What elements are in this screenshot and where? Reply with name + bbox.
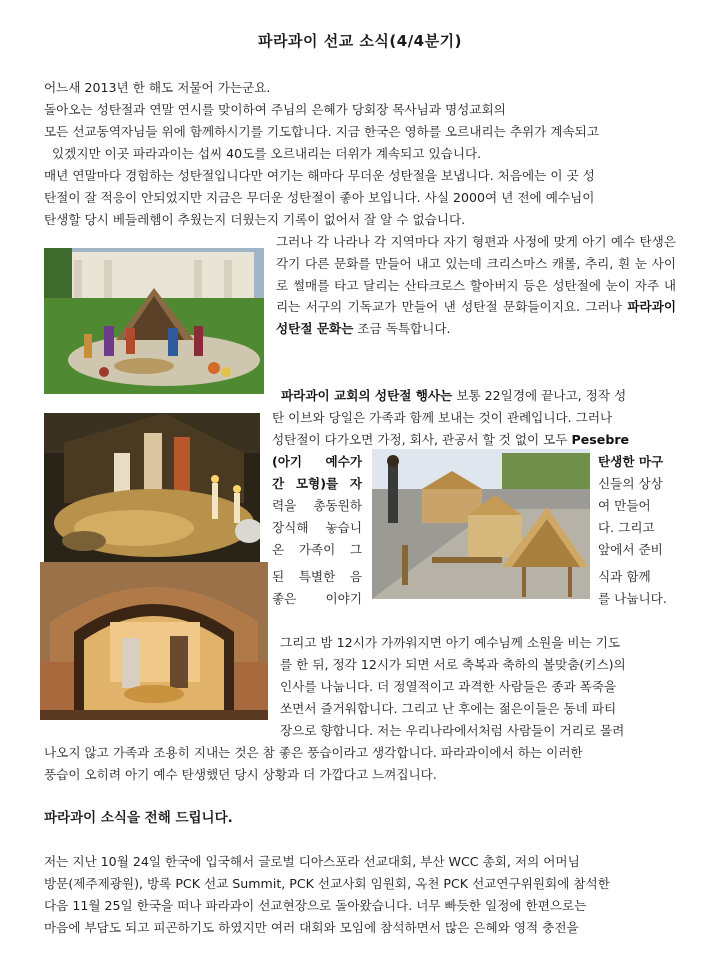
para3-right-4: 다. 그리고 (598, 520, 655, 535)
para4-line-1: 그리고 밤 12시가 가까워지면 아기 예수님께 소원을 비는 기도 (280, 635, 621, 650)
para3-left-1: (아기 예수가 (272, 454, 362, 469)
para3-left-6: 된 특별한 음 (272, 569, 362, 584)
photo-pesebre-market (372, 449, 590, 599)
photo-brick-arch-nativity (40, 562, 268, 720)
paragraph-culture-bold: 파라과이 성탄절 문화는 (276, 299, 676, 337)
para3-bold: 파라과이 교회의 성탄절 행사는 (281, 388, 453, 403)
news-subheading: 파라과이 소식을 전해 드립니다. (44, 810, 233, 826)
para5-line-2: 방문(제주제광원), 방록 PCK 선교 Summit, PCK 선교사회 임원회, 옥천 PCK 선교연구위원회에 참석한 (44, 876, 610, 891)
para5-line-1: 저는 지난 10월 24일 한국에 입국해서 글로벌 디아스포라 선교대회, 부산 WCC 총회, 저의 어머님 (44, 854, 580, 869)
para3-left-4: 장식해 놓습니 (272, 520, 362, 535)
photo-outdoor-nativity (44, 248, 264, 394)
intro-line-1: 어느새 2013년 한 해도 저물어 가는군요. (44, 80, 271, 95)
para3-right-1: 탄생한 마구 (598, 454, 664, 469)
photo-indoor-nativity (44, 413, 260, 563)
intro-line-6: 탄절이 잘 적응이 안되었지만 지금은 무더운 성탄절이 좋아 보입니다. 사실 2000여 년 전에 예수님이 (44, 190, 595, 205)
para4-line-6: 나오지 않고 가족과 조용히 지내는 것은 참 좋은 풍습이라고 생각합니다. 파라과이에서 하는 이러한 (44, 745, 583, 760)
para4-line-7: 풍습이 오히려 아기 예수 탄생했던 당시 상황과 더 가깝다고 느껴집니다. (44, 767, 437, 782)
para5-line-3: 다음 11월 25일 한국을 떠나 파라과이 선교현장으로 돌아왔습니다. 너무 빠듯한 일정에 한편으로는 (44, 898, 587, 913)
intro-line-7: 탄생할 당시 베들레헴이 추웠는지 더웠는지 기록이 없어서 잘 알 수 없습니다. (44, 212, 466, 227)
para4-line-5: 장으로 향합니다. 저는 우리나라에서처럼 사람들이 거리로 몰려 (280, 723, 625, 738)
pesebre-term: Pesebre (571, 432, 630, 447)
para3-line-1-text: 보통 22일경에 끝나고, 정작 성 (452, 388, 627, 403)
para3-line-3 (272, 429, 629, 448)
para3-left-5: 온 가족이 그 (272, 542, 362, 557)
para3-left-2-text: 간 모형)를 자 (272, 476, 362, 491)
para3-right-5: 앞에서 준비 (598, 542, 663, 557)
para5-line-4: 마음에 부담도 되고 피곤하기도 하였지만 여러 대회와 모임에 참석하면서 많은 은혜와 영적 충전을 (44, 920, 579, 935)
para3-line-2: 탄 이브와 당일은 가족과 함께 보내는 것이 관례입니다. 그러나 (272, 410, 613, 425)
paragraph-culture-text: 그러나 각 나라나 각 지역마다 자기 형편과 사정에 맞게 아기 예수 탄생은 각기 다른 문화를 만들어 내고 있는데 크리스마스 캐롤, 추리, 흰 눈 사이로 썰매를 타고 달리는 산타크로스 할아버지 등은 성탄절에 눈이 자주 내리는 서구의 기독교가 만들어 낸 성탄절 문화들이지요. 그러나 (276, 234, 676, 315)
para3-left-2 (272, 473, 362, 492)
para3-line-1 (281, 385, 626, 404)
para3-right-6: 식과 함께 (598, 569, 651, 584)
intro-line-4: 있겠지만 이곳 파라과이는 섭씨 40도를 오르내리는 더위가 계속되고 있습니다. (52, 146, 482, 161)
para3-right-2: 신들의 상상 (598, 476, 663, 491)
intro-line-5: 매년 연말마다 경험하는 성탄절입니다만 여기는 해마다 무더운 성탄절을 보냅니다. 처음에는 이 곳 성 (44, 168, 595, 183)
intro-line-2: 돌아오는 성탄절과 연말 연시를 맞이하여 주님의 은혜가 당회장 목사님과 명성교회의 (44, 102, 506, 117)
para3-right-3: 여 만들어 (598, 498, 651, 513)
para3-left-7: 좋은 이야기 (272, 591, 362, 606)
para3-right-7: 를 나눕니다. (598, 591, 667, 606)
para4-line-4: 쏘면서 즐거워합니다. 그리고 난 후에는 젊은이들은 동네 파티 (280, 701, 617, 716)
intro-line-3: 모든 선교동역자님들 위에 함께하시기를 기도합니다. 지금 한국은 영하를 오르내리는 추위가 계속되고 (44, 124, 599, 139)
para4-line-3: 인사를 나눕니다. 더 정열적이고 과격한 사람들은 종과 폭죽을 (280, 679, 617, 694)
paragraph-culture-end: 조금 독특합니다. (353, 321, 451, 337)
para3-left-3: 력을 총동원하 (272, 498, 362, 513)
para4-line-2: 를 한 뒤, 정각 12시가 되면 서로 축복과 축하의 볼맞춤(키스)의 (280, 657, 626, 672)
document-title: 파라과이 선교 소식(4/4분기) (258, 32, 462, 50)
para3-line-3-text: 성탄절이 다가오면 가정, 회사, 관공서 할 것 없이 모두 (272, 432, 572, 447)
paragraph-culture (276, 231, 676, 340)
